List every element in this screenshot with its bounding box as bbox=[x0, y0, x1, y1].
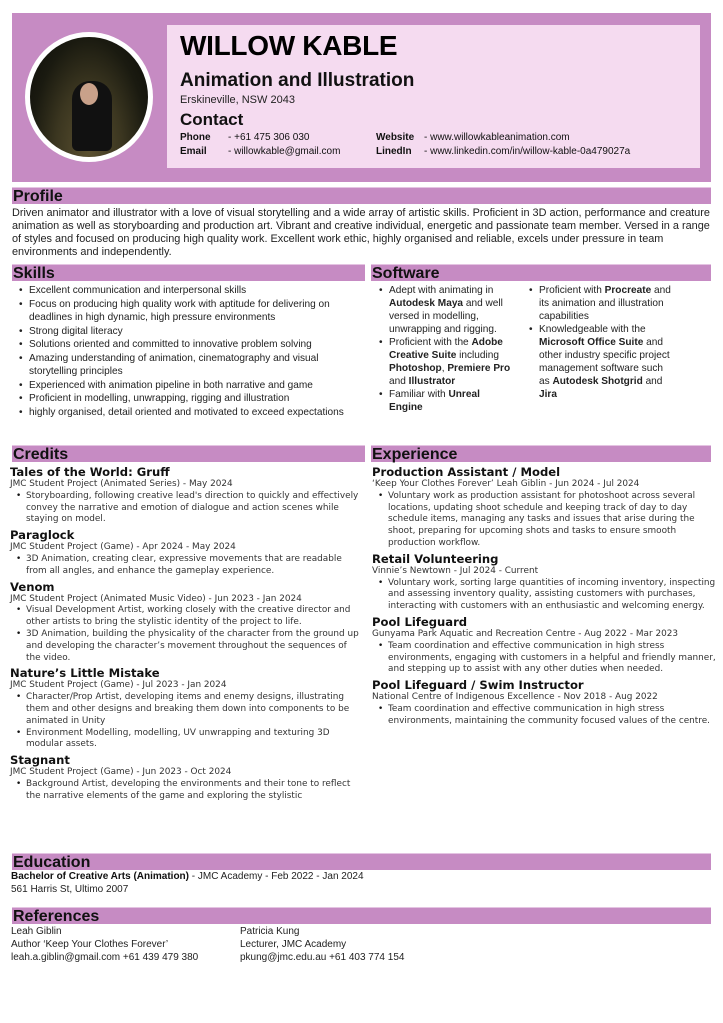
candidate-name: WILLOW KABLE bbox=[180, 30, 398, 61]
credit-entry bbox=[10, 580, 360, 665]
experience-subtitle: Gunyama Park Aquatic and Recreation Centre - Aug 2022 - Mar 2023 bbox=[372, 628, 679, 639]
credit-entry bbox=[10, 666, 360, 751]
software-heading: Software bbox=[371, 264, 711, 281]
credit-bullets bbox=[10, 554, 360, 578]
degree: Bachelor of Creative Arts (Animation) bbox=[11, 871, 189, 882]
credit-bullet: • Visual Development Artist, working closely with the creative director and other artists to bring the stylistic identity of the project to life. bbox=[10, 605, 360, 629]
software-text: Proficient with bbox=[539, 285, 605, 296]
skill-item: • Amazing understanding of animation, cinematography and visual storytelling principles bbox=[15, 352, 367, 379]
software-text: and its animation and illustration capabilities bbox=[539, 285, 671, 322]
credit-bullet: • Character/Prop Artist, developing items and enemy designs, illustrating them and other designs and breaking them down into components to be animated in Unity bbox=[10, 692, 360, 727]
experience-bullets bbox=[372, 578, 717, 613]
education-entry bbox=[11, 871, 364, 896]
experience-title: Retail Volunteering bbox=[372, 551, 499, 566]
profile-heading: Profile bbox=[12, 187, 711, 204]
contact-value[interactable]: - willowkable@gmail.com bbox=[228, 146, 341, 157]
profile-text: Driven animator and illustrator with a love of visual storytelling and a wide array of artistic skills. Proficient in 3D action, performance and creature animation as well as storyboarding and production art. Vibrant and creative individual, energetic and passionate team member. Versed in a range of styles and focused on producing high quality work. Excellent work ethic, highly organised and reliable, excels under pressure in team environments and independently. bbox=[12, 207, 710, 258]
software-name: Autodesk Shotgrid bbox=[552, 376, 643, 387]
credit-subtitle: JMC Student Project (Animated Series) - May 2024 bbox=[10, 479, 233, 489]
software-text: Knowledgeable with the bbox=[539, 324, 646, 335]
credit-bullets bbox=[10, 692, 360, 751]
software-text: Adept with animating in bbox=[389, 285, 494, 296]
experience-bullet: • Voluntary work as production assistant for photoshoot across several locations, updating shoot schedule and keeping track of day to day schedule items, managing any tasks and issues that arise during the shoot, preparing for upcoming shots and tasks to ensure smooth production workflow. bbox=[372, 491, 717, 550]
experience-bullet: • Team coordination and effective communication in high stress environments, engaging with customers in a helpful and friendly manner, and stepping up to assist with any other duties when needed. bbox=[372, 641, 717, 676]
software-item bbox=[525, 323, 675, 401]
software-name: Autodesk Maya bbox=[389, 298, 464, 309]
candidate-title: Animation and Illustration bbox=[180, 70, 415, 91]
reference-role: Lecturer, JMC Academy bbox=[240, 939, 347, 950]
software-name: Jira bbox=[539, 389, 557, 400]
contact-value[interactable]: - www.linkedin.com/in/willow-kable-0a479027a bbox=[424, 146, 631, 157]
contact-phone bbox=[180, 132, 309, 143]
software-name: Unreal Engine bbox=[389, 389, 480, 413]
credit-title: Stagnant bbox=[10, 753, 70, 768]
credit-bullets bbox=[10, 779, 360, 803]
reference-role: Author ‘Keep Your Clothes Forever’ bbox=[11, 939, 169, 950]
skill-item: • Strong digital literacy bbox=[15, 325, 367, 339]
experience-entry bbox=[372, 552, 717, 613]
experience-subtitle: ‘Keep Your Clothes Forever’ Leah Giblin - Jun 2024 - Jul 2024 bbox=[372, 479, 640, 489]
credit-subtitle: JMC Student Project (Game) - Apr 2024 - May 2024 bbox=[10, 542, 236, 553]
references-heading: References bbox=[12, 907, 711, 924]
experience-bullet: • Voluntary work, sorting large quantities of incoming inventory, inspecting and assessing inventory quality, assisting customers with purchases, interacting with customers with an enthusiastic and welcoming energy. bbox=[372, 578, 717, 613]
contact-email bbox=[180, 146, 340, 157]
contact-linkedin bbox=[376, 146, 630, 157]
skill-item: • Solutions oriented and committed to innovative problem solving bbox=[15, 338, 367, 352]
skill-item: • Excellent communication and interpersonal skills bbox=[15, 284, 367, 298]
school-address: 561 Harris St, Ultimo 2007 bbox=[11, 883, 129, 895]
software-list-1 bbox=[375, 284, 515, 414]
skills-heading: Skills bbox=[12, 264, 365, 281]
experience-bullets bbox=[372, 641, 717, 676]
contact-label: Website bbox=[376, 132, 415, 143]
software-text: Familiar with bbox=[389, 389, 449, 400]
experience-section bbox=[372, 463, 717, 728]
skill-item: • highly organised, detail oriented and motivated to exceed expectations bbox=[15, 406, 367, 420]
contact-value: - +61 475 306 030 bbox=[228, 132, 310, 143]
credit-bullet: • Storyboarding, following creative lead's direction to quickly and effectively convey the narrative and emotion of dialogue and action scenes while staying on model. bbox=[10, 491, 360, 526]
credits-heading: Credits bbox=[12, 445, 365, 462]
credit-title: Tales of the World: Gruff bbox=[10, 465, 170, 479]
education-heading: Education bbox=[12, 853, 711, 870]
experience-title: Production Assistant / Model bbox=[372, 465, 561, 479]
contact-label: Email bbox=[180, 146, 207, 157]
reference-contact: pkung@jmc.edu.au +61 403 774 154 bbox=[240, 952, 405, 963]
software-text: and other industry specific project management software such as bbox=[539, 337, 670, 387]
credit-bullets bbox=[10, 605, 360, 664]
software-name: Illustrator bbox=[408, 376, 456, 387]
software-name: Premiere Pro bbox=[447, 363, 511, 374]
credit-bullet: • Environment Modelling, modelling, UV unwrapping and texturing 3D modular assets. bbox=[10, 728, 360, 752]
credit-title: Venom bbox=[10, 579, 55, 594]
software-name: Microsoft Office Suite bbox=[539, 337, 644, 348]
skill-item: • Proficient in modelling, unwrapping, rigging and illustration bbox=[15, 392, 367, 406]
candidate-location: Erskineville, NSW 2043 bbox=[180, 94, 295, 106]
reference-contact: leah.a.giblin@gmail.com +61 439 479 380 bbox=[11, 952, 199, 963]
skill-item: • Experienced with animation pipeline in both narrative and game bbox=[15, 379, 367, 393]
software-text: and well versed in modelling, unwrapping and rigging. bbox=[389, 298, 503, 335]
reference-2 bbox=[240, 925, 404, 964]
experience-bullet: • Team coordination and effective communication in high stress environments, maintaining the community focused values of the centre. bbox=[372, 704, 717, 728]
credit-subtitle: JMC Student Project (Game) - Jul 2023 - Jan 2024 bbox=[10, 680, 227, 691]
experience-title: Pool Lifeguard bbox=[372, 614, 468, 629]
credit-bullet: • 3D Animation, building the physicality of the character from the ground up and developing the character’s movement throughout the sequences of the video. bbox=[10, 629, 360, 664]
software-text: and bbox=[389, 376, 409, 387]
software-text: and bbox=[642, 376, 663, 387]
contact-label: Phone bbox=[180, 132, 211, 143]
credit-subtitle: JMC Student Project (Game) - Jun 2023 - Oct 2024 bbox=[10, 767, 232, 778]
contact-heading: Contact bbox=[180, 110, 244, 129]
software-text: Proficient with the bbox=[389, 337, 472, 348]
software-text: , bbox=[441, 363, 448, 374]
software-list-2 bbox=[525, 284, 675, 401]
experience-heading: Experience bbox=[371, 445, 711, 462]
credit-entry bbox=[10, 753, 360, 802]
skill-item: • Focus on producing high quality work with aptitude for delivering on deadlines in high dynamic, high pressure environments bbox=[15, 298, 367, 325]
experience-subtitle: Vinnie’s Newtown - Jul 2024 - Current bbox=[372, 565, 539, 576]
degree-details: - JMC Academy - Feb 2022 - Jan 2024 bbox=[189, 871, 364, 882]
experience-subtitle: National Centre of Indigenous Excellence - Nov 2018 - Aug 2022 bbox=[372, 692, 658, 703]
software-name: Adobe Creative Suite bbox=[389, 337, 503, 361]
software-name: Photoshop bbox=[389, 363, 442, 374]
credit-subtitle: JMC Student Project (Animated Music Video) - Jun 2023 - Jan 2024 bbox=[10, 593, 302, 604]
software-item bbox=[525, 284, 675, 323]
experience-bullets bbox=[372, 491, 717, 550]
experience-entry bbox=[372, 465, 717, 550]
reference-name: Leah Giblin bbox=[11, 926, 62, 937]
contact-website bbox=[376, 132, 570, 143]
credits-section bbox=[10, 463, 360, 803]
contact-value[interactable]: - www.willowkableanimation.com bbox=[424, 132, 570, 143]
reference-name: Patricia Kung bbox=[240, 926, 300, 937]
contact-label: LinedIn bbox=[376, 146, 412, 157]
software-name: Procreate bbox=[604, 285, 652, 296]
skills-list bbox=[15, 284, 367, 419]
credit-title: Nature’s Little Mistake bbox=[10, 666, 160, 681]
reference-1 bbox=[11, 925, 198, 964]
experience-entry bbox=[372, 678, 717, 727]
experience-entry bbox=[372, 615, 717, 676]
profile-photo bbox=[25, 32, 153, 162]
software-item bbox=[375, 284, 515, 336]
credit-entry bbox=[10, 528, 360, 577]
software-text: including bbox=[456, 350, 499, 361]
experience-bullets bbox=[372, 704, 717, 728]
software-item bbox=[375, 336, 515, 388]
credit-entry bbox=[10, 465, 360, 526]
credit-title: Paraglock bbox=[10, 528, 75, 543]
software-item bbox=[375, 388, 515, 414]
credit-bullet: • Background Artist, developing the environments and their tone to reflect the narrative elements of the game and exploring the stylistic bbox=[10, 779, 360, 803]
experience-title: Pool Lifeguard / Swim Instructor bbox=[372, 678, 584, 693]
credit-bullet: • 3D Animation, creating clear, expressive movements that are readable from all angles, and enhance the gameplay experience. bbox=[10, 554, 360, 578]
credit-bullets bbox=[10, 491, 360, 526]
